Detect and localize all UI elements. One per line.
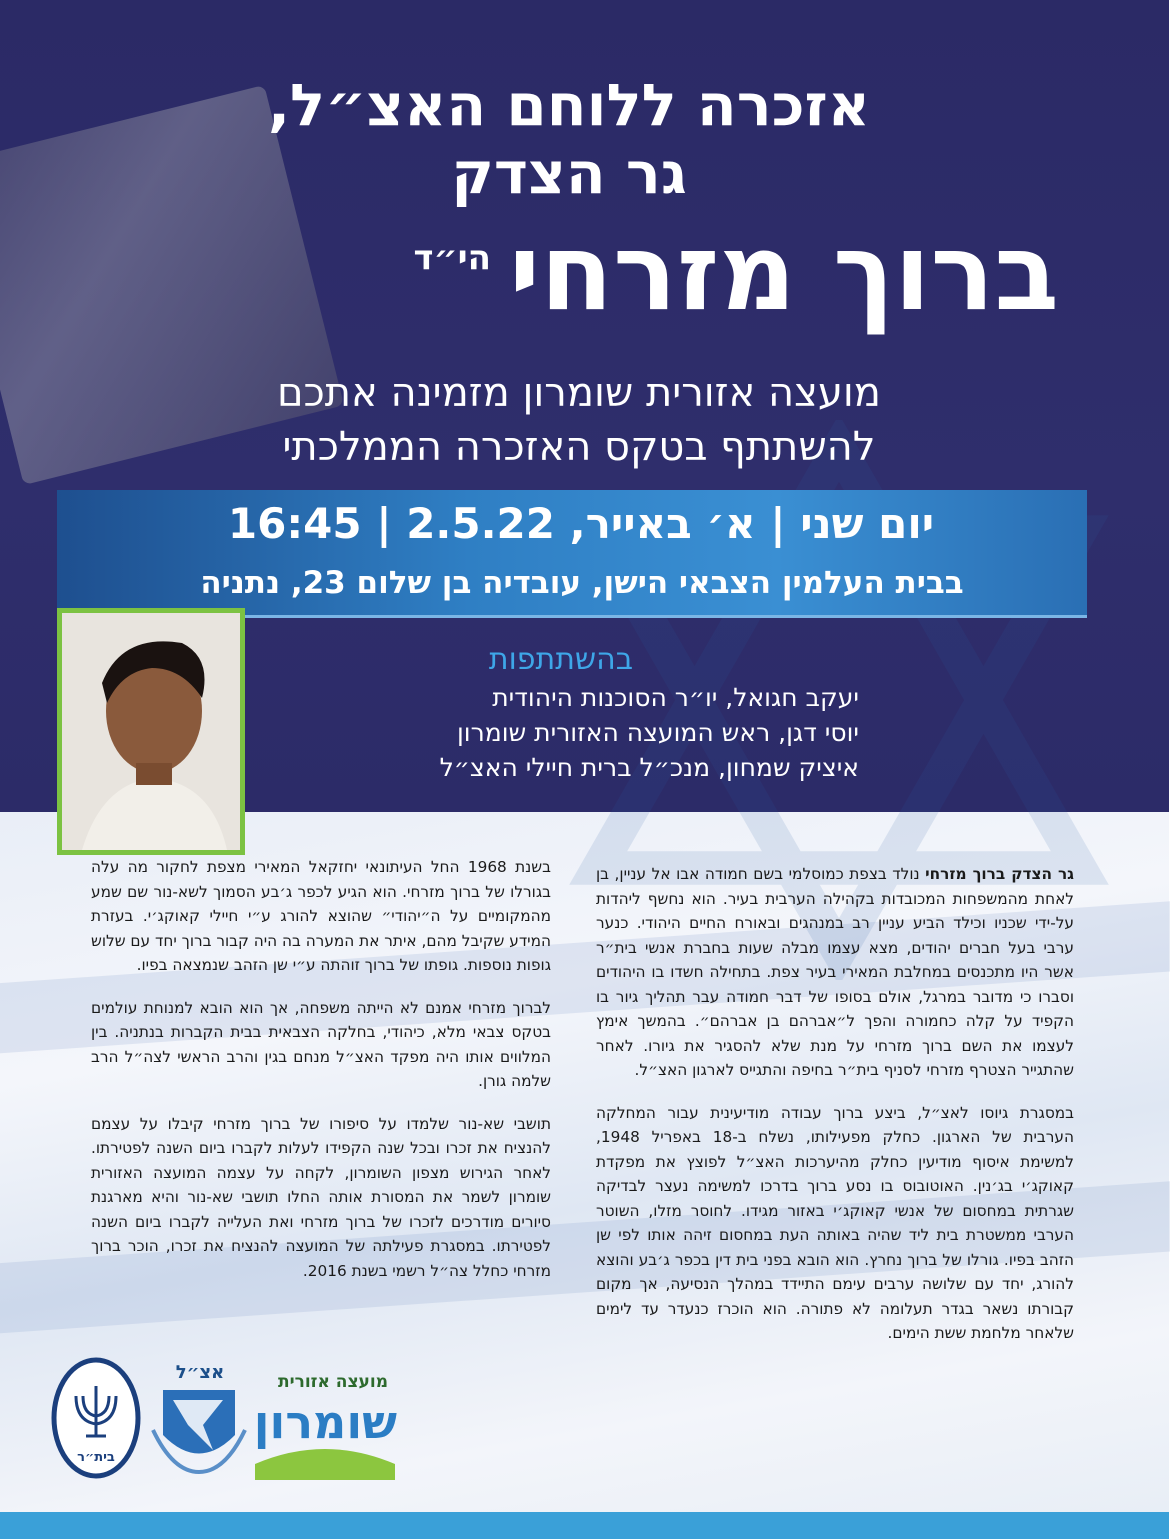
beitar-logo-text: בית״ר (78, 1450, 116, 1465)
article-lead: גר הצדק ברוך מזרחי (926, 865, 1075, 883)
article-paragraph: לברוך מזרחי אמנם לא הייתה משפחה, אך הוא הובא למנוחת עולמים בטקס צבאי מלא, כיהודי, בחלקה הצבאית בבית הקברות בנתניה. בין המלווים אותו היה מפקד האצ״ל מנחם בגין והרב הראשי לצה״ל הרב שלמה גורן. (92, 998, 552, 1090)
participation-title: בהשתתפות (489, 642, 635, 677)
article-right-column (597, 862, 1075, 1364)
portrait-photo (58, 608, 246, 855)
honoree-name: ברוך מזרחי (510, 211, 1060, 334)
article-paragraph: בשנת 1968 החל העיתונאי יחזקאל המאירי מצפת לחקור מה עלה בגורלו של ברוך מזרחי. הוא הגיע לכפר ג׳בע הסמוך לשא-נור שם שמע מהמקומיים על ה״יהודי״ שהוצא להורג ע״י חיילי קאוקג׳י. בעזרת המידע שקיבל מהם, איתר את המערה בה היה קבור ברוך יחד עם שלוש גופות נוספות. גופתו של ברוך זוהתה ע״י שן הזהב שנמצאה בפיו. (92, 858, 552, 974)
event-place: בבית העלמין הצבאי הישן, עובדיה בן שלום 23, נתניה (201, 565, 965, 601)
portrait-icon (63, 613, 241, 850)
article-left-column (92, 855, 552, 1301)
article-text: נולד בצפת כמוסלמי בשם חמודה אבו אל עניין, בן לאחת מהמשפחות המכובדות בקהילה הערבית בעיר. הוא נחשף ליהדות על-ידי שכניו וכילד הביע עניין רב במנהגים ובאורח החיים היהודי. כנער ערבי בעל חברים יהודים, מצא עצמו מבלה שעות בחברת אנשי בית״ר אשר היו מתכנסים במחלבת המאירי בעיר צפת. בתחילה חשדו בו היהודים וסברו כי מדובר במרגל, אולם בסופו של דבר חמודה עבר תהליך גיור בו הקפיד על קלה כחמורה והפך ל״אברהם בן אברהם״. בהמשך אימץ לעצמו את השם ברוך מזרחי על מנת שלא להסגיר את גיורו. לאחר שהתגייר הצטרף מזרחי לסניף בית״ר בחיפה והתגייס לארגון האצ״ל. (597, 865, 1075, 1079)
title-line-1: אזכרה ללוחם האצ״ל, (268, 71, 871, 139)
bottom-bar (0, 1512, 1170, 1539)
participant: יעקב חגואל, יו״ר הסוכנות היהודית (493, 683, 860, 712)
invitation-line-1: מועצה אזורית שומרון מזמינה אתכם (278, 370, 882, 416)
article-paragraph: תושבי שא-נור שלמדו על סיפורו של ברוך מזרחי קיבלו על עצמם להנציח את זכרו ובכל שנה הקפידו לעלות לקברו ביום השנה לפטירתו. לאחר הגירוש מצפון השומרון, לקחה על עצמה המועצה האזורית שומרון לשמר את המסורת אותה החלו תושבי שא-נור והיא מארגנת סיורים מודרכים לזכרו של ברוך מזרחי ואת העלייה לקברו ביום השנה לפטירתו. במסגרת פעילתה של המועצה להנציח את זכרו, הוכר ברוך מזרחי כחלל צה״ל רשמי בשנת 2016. (92, 1114, 552, 1280)
logos-row (52, 1350, 572, 1485)
event-date: יום שני | א׳ באייר, 2.5.22 | 16:45 (228, 499, 936, 548)
invitation-line-2: להשתתף בטקס האזכרה הממלכתי (283, 424, 877, 470)
council-logo-name: שומרון (254, 1395, 398, 1449)
name-row (414, 211, 1060, 334)
etzel-logo-text: אצ״ל (176, 1362, 226, 1383)
honorific: הי״ד (414, 238, 493, 278)
council-logo-subtitle: מועצה אזורית (278, 1372, 390, 1392)
article-paragraph (597, 862, 1075, 1083)
participants-list (260, 680, 860, 785)
participant: איציק שמחון, מנכ״ל ברית חיילי האצ״ל (440, 753, 860, 782)
title-line-2: גר הצדק (452, 139, 688, 207)
participant: יוסי דגן, ראש המועצה האזורית שומרון (457, 718, 860, 747)
article-paragraph: במסגרת גיוסו לאצ״ל, ביצע ברוך עבודה מודיעינית עבור המחלקה הערבית של הארגון. כחלק מפעילותו, נשלח ב-18 באפריל 1948, למשימת איסוף מודיעין כחלק מהיערכות האצ״ל לפוצץ את מפקדת קאוקג׳י בג׳נין. האוטובוס בו נסע ברוך בדרכו למשימה נעצר לבדיקה שגרתית במחסום של אנשי קאוקג׳י באזור מגידו. לחוסר מזלו, השוטר הערבי ממשטרת בית ליד שהיה באותה העת במחסום זיהה אותו לפי שן הזהב בפיו. גורלו של ברוך נחרץ. הוא הובא בפני בית דין בכפר ג׳בע והוצא להורג, יחד עם שלושה ערבים עימם התיידד במהלך הנסיעה, אך מקום קבורתו נשאר בגדר תעלומה לא פתורה. הוא הוכרז כנעדר עד לימים שלאחר מלחמת ששת הימים. (597, 1103, 1075, 1342)
